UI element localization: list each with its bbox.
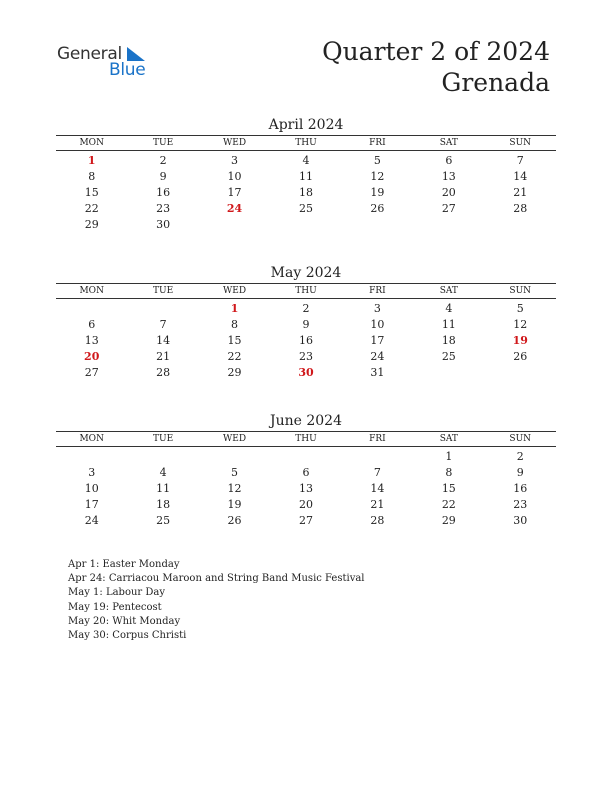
day-cell: 30 (156, 217, 171, 231)
holiday-note: May 20: Whit Monday (68, 615, 181, 627)
day-cell: 29 (441, 513, 456, 527)
month-calendar-april (56, 115, 556, 232)
day-cell: 22 (227, 349, 242, 363)
weekday-label: TUE (153, 286, 174, 296)
month-title: April 2024 (268, 117, 344, 133)
weekday-label: THU (295, 434, 317, 444)
month-title: June 2024 (269, 413, 342, 429)
week-row (56, 464, 556, 480)
day-cell: 6 (88, 317, 96, 331)
quarter-title: Quarter 2 of 2024 (322, 37, 550, 66)
weekday-label: WED (223, 138, 247, 148)
weekday-label: SUN (509, 434, 532, 444)
day-cell: 20 (441, 185, 456, 199)
day-cell: 4 (445, 301, 453, 315)
day-cell: 14 (513, 169, 528, 183)
month-title: May 2024 (270, 265, 342, 281)
week-row (56, 184, 556, 200)
weekday-label: SUN (509, 138, 532, 148)
holiday-day-cell: 1 (87, 153, 96, 167)
logo-triangle-icon (125, 47, 145, 61)
day-cell: 19 (370, 185, 385, 199)
holiday-note: May 1: Labour Day (68, 587, 165, 599)
day-cell: 12 (370, 169, 385, 183)
week-row (56, 200, 556, 216)
day-cell: 21 (156, 349, 171, 363)
weekday-label: SUN (509, 286, 532, 296)
day-cell: 25 (156, 513, 171, 527)
day-cell: 22 (84, 201, 99, 215)
week-row (56, 512, 556, 528)
holiday-day-cell: 19 (512, 333, 528, 347)
day-cell: 8 (445, 465, 453, 479)
weekday-label: WED (223, 286, 247, 296)
day-cell: 29 (84, 217, 99, 231)
weekday-label: MON (79, 286, 104, 296)
day-cell: 28 (156, 365, 171, 379)
month-calendar-may (56, 263, 556, 380)
day-cell: 16 (156, 185, 171, 199)
day-cell: 10 (370, 317, 385, 331)
day-cell: 26 (370, 201, 385, 215)
day-cell: 21 (513, 185, 528, 199)
day-cell: 5 (231, 465, 239, 479)
week-row (56, 332, 556, 348)
day-cell: 14 (370, 481, 385, 495)
day-cell: 30 (513, 513, 528, 527)
day-cell: 8 (231, 317, 239, 331)
generalblue-logo (57, 44, 167, 84)
day-cell: 8 (88, 169, 96, 183)
day-cell: 4 (159, 465, 167, 479)
holiday-day-cell: 24 (226, 201, 243, 215)
day-cell: 10 (84, 481, 99, 495)
day-cell: 15 (227, 333, 242, 347)
day-cell: 9 (159, 169, 167, 183)
day-cell: 28 (370, 513, 385, 527)
week-row (56, 448, 556, 464)
day-cell: 20 (298, 497, 313, 511)
weekday-label: TUE (153, 138, 174, 148)
holiday-note: Apr 24: Carriacou Maroon and String Band Music Festival (68, 573, 365, 585)
weekday-label: THU (295, 138, 317, 148)
week-row (56, 216, 556, 232)
day-cell: 24 (84, 513, 99, 527)
day-cell: 29 (227, 365, 242, 379)
day-cell: 9 (302, 317, 310, 331)
day-cell: 7 (373, 465, 381, 479)
weekday-label: MON (79, 434, 104, 444)
weekday-header (56, 431, 556, 447)
day-cell: 23 (513, 497, 528, 511)
day-cell: 11 (298, 169, 313, 183)
day-cell: 11 (441, 317, 456, 331)
day-cell: 23 (156, 201, 171, 215)
day-cell: 2 (516, 449, 524, 463)
day-cell: 5 (516, 301, 524, 315)
weekday-label: FRI (369, 286, 386, 296)
weekday-label: SAT (439, 138, 458, 148)
day-cell: 7 (159, 317, 167, 331)
day-cell: 1 (445, 449, 453, 463)
day-cell: 3 (373, 301, 381, 315)
weekday-label: THU (295, 286, 317, 296)
weekday-header (56, 135, 556, 151)
holiday-note: May 30: Corpus Christi (68, 630, 187, 642)
weekday-label: WED (223, 434, 247, 444)
day-cell: 13 (441, 169, 456, 183)
day-cell: 27 (298, 513, 313, 527)
weekday-label: FRI (369, 434, 386, 444)
day-cell: 2 (302, 301, 310, 315)
holiday-day-cell: 30 (298, 365, 314, 379)
day-cell: 28 (513, 201, 528, 215)
day-cell: 12 (227, 481, 242, 495)
holiday-day-cell: 20 (84, 349, 100, 363)
country-title: Grenada (441, 68, 550, 97)
day-cell: 16 (298, 333, 313, 347)
day-cell: 17 (370, 333, 385, 347)
day-cell: 18 (298, 185, 313, 199)
day-cell: 19 (227, 497, 242, 511)
day-cell: 25 (441, 349, 456, 363)
day-cell: 11 (156, 481, 171, 495)
day-cell: 18 (441, 333, 456, 347)
holiday-notes (68, 558, 365, 643)
day-cell: 31 (370, 365, 385, 379)
day-cell: 27 (441, 201, 456, 215)
day-cell: 21 (370, 497, 385, 511)
holiday-note: Apr 1: Easter Monday (68, 559, 180, 570)
weekday-header (56, 283, 556, 299)
weekday-label: MON (79, 138, 104, 148)
day-cell: 15 (441, 481, 456, 495)
day-cell: 27 (84, 365, 99, 379)
day-cell: 13 (298, 481, 313, 495)
day-cell: 18 (156, 497, 171, 511)
day-cell: 3 (88, 465, 96, 479)
day-cell: 16 (513, 481, 528, 495)
day-cell: 13 (84, 333, 99, 347)
day-cell: 17 (84, 497, 99, 511)
day-cell: 6 (302, 465, 310, 479)
week-row (56, 364, 556, 380)
logo-blue-text: Blue (109, 60, 146, 80)
weekday-label: TUE (153, 434, 174, 444)
weekday-label: SAT (439, 286, 458, 296)
week-row (56, 480, 556, 496)
day-cell: 4 (302, 153, 310, 167)
holiday-note: May 19: Pentecost (68, 601, 162, 613)
day-cell: 15 (84, 185, 99, 199)
day-cell: 12 (513, 317, 528, 331)
holiday-day-cell: 1 (230, 301, 239, 315)
day-cell: 26 (513, 349, 528, 363)
day-cell: 7 (516, 153, 524, 167)
day-cell: 10 (227, 169, 242, 183)
logo-general-text: General (57, 44, 122, 64)
day-cell: 6 (445, 153, 453, 167)
week-row (56, 348, 556, 364)
day-cell: 25 (298, 201, 313, 215)
week-row (56, 300, 556, 316)
page-title (322, 36, 550, 98)
day-cell: 14 (156, 333, 171, 347)
day-cell: 23 (298, 349, 313, 363)
week-row (56, 316, 556, 332)
day-cell: 3 (231, 153, 239, 167)
week-row (56, 168, 556, 184)
week-row (56, 496, 556, 512)
day-cell: 26 (227, 513, 242, 527)
day-cell: 17 (227, 185, 242, 199)
day-cell: 9 (516, 465, 524, 479)
day-cell: 2 (159, 153, 167, 167)
day-cell: 22 (441, 497, 456, 511)
day-cell: 5 (373, 153, 381, 167)
month-calendar-june (56, 411, 556, 528)
weekday-label: FRI (369, 138, 386, 148)
day-cell: 24 (370, 349, 385, 363)
weekday-label: SAT (439, 434, 458, 444)
week-row (56, 152, 556, 168)
